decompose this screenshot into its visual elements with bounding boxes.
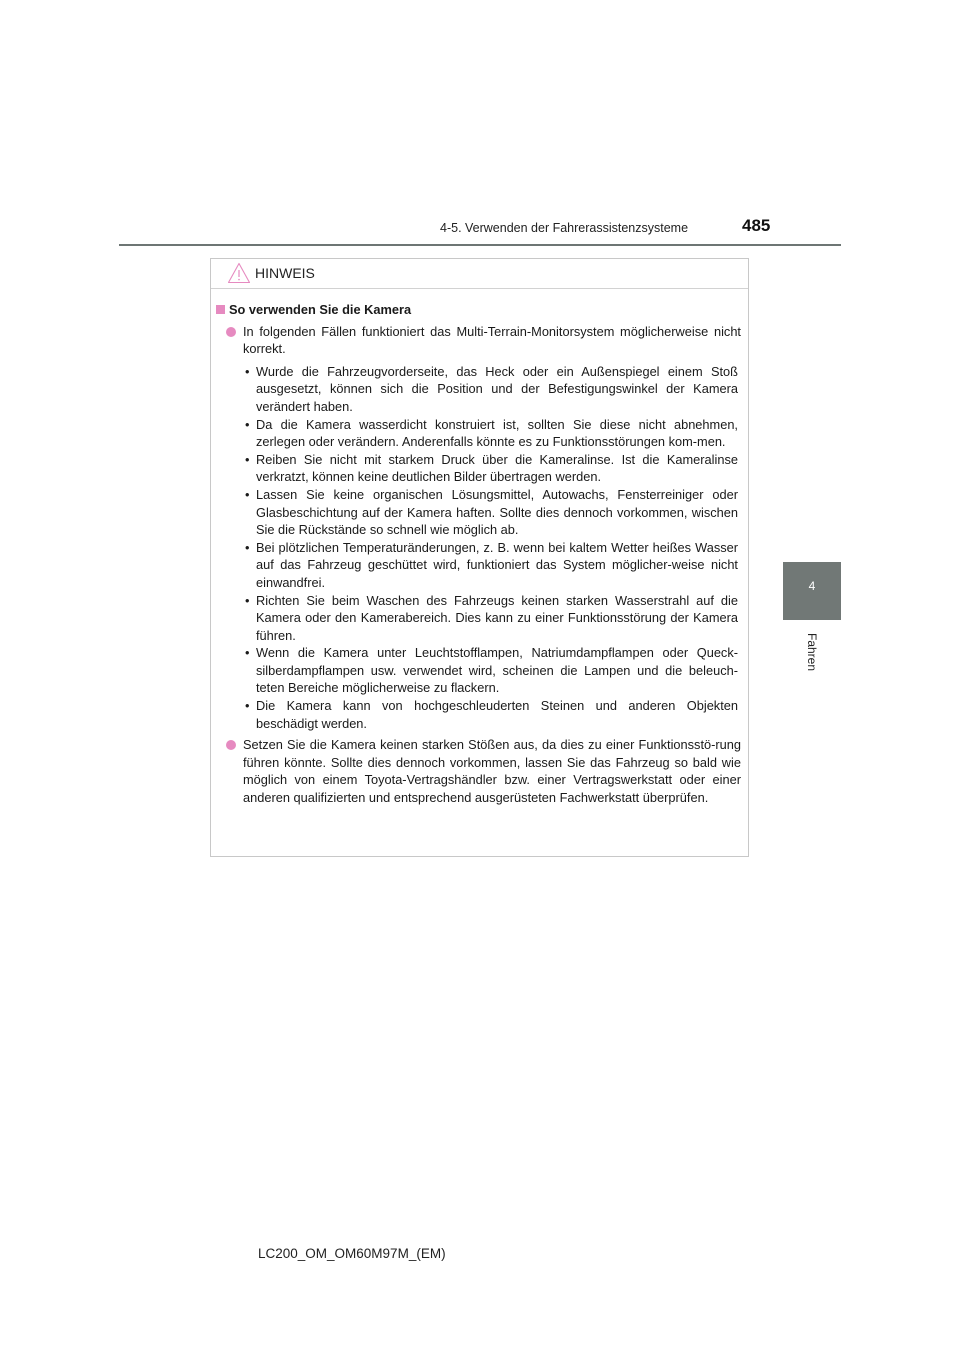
list-marker: • <box>245 451 250 467</box>
bullet-item <box>216 736 741 806</box>
chapter-label: Fahren <box>805 632 819 672</box>
notice-box <box>210 258 749 857</box>
sub-list-text: Lassen Sie keine organischen Lösungsmittel, Autowachs, Fensterreiniger oder Glasbeschichtung auf der Kamera haften. Sollte dies dennoch vorkommen, wischen Sie die Rückstände so schnell wie möglich ab. <box>256 486 738 538</box>
sub-list-item <box>216 363 741 416</box>
list-marker: • <box>245 592 250 608</box>
notice-title: HINWEIS <box>255 265 315 281</box>
header-divider <box>119 244 841 246</box>
sub-list-item <box>216 697 741 732</box>
list-marker: • <box>245 486 250 502</box>
sub-list-item <box>216 416 741 451</box>
subheading <box>216 301 741 319</box>
circle-bullet-icon <box>226 740 236 750</box>
list-marker: • <box>245 363 250 379</box>
notice-body <box>211 288 748 807</box>
square-bullet-icon <box>216 305 225 314</box>
sub-list-text: Reiben Sie nicht mit starkem Druck über die Kameralinse. Ist die Kameralinse verkratzt, können keine deutlichen Bilder übertragen werden. <box>256 451 738 485</box>
sub-list-text: Wurde die Fahrzeugvorderseite, das Heck oder ein Außenspiegel einem Stoß ausgesetzt, können sich die Position und der Befestigungswinkel der Kamera verändert haben. <box>256 363 738 414</box>
sub-list <box>216 363 741 732</box>
page-number: 485 <box>742 216 771 235</box>
list-marker: • <box>245 539 250 555</box>
bullet-text: Setzen Sie die Kamera keinen starken Stößen aus, da dies zu einer Funktionsstö-rung führen könnte. Sollte dies dennoch vorkommen, lassen Sie das Fahrzeug so bald wie möglich von einem Toyota-Vertragshändler bzw. einer Vertragswerkstatt oder einer anderen qualifizierten und entsprechend ausgerüsteten Fachwerkstatt überprüfen. <box>243 737 741 806</box>
chapter-tab <box>783 562 841 620</box>
sub-list-item <box>216 539 741 592</box>
notice-header <box>211 259 748 289</box>
bullet-item <box>216 323 741 358</box>
sub-list-text: Da die Kamera wasserdicht konstruiert ist, sollten Sie diese nicht abnehmen, zerlegen oder verändern. Anderenfalls könnte es zu Funktionsstörungen kom-men. <box>256 416 738 450</box>
sub-list-text: Die Kamera kann von hochgeschleuderten Steinen und anderen Objekten beschädigt werden. <box>256 698 738 731</box>
sub-list-item <box>216 451 741 486</box>
list-marker: • <box>245 645 250 661</box>
chapter-number: 4 <box>808 579 816 593</box>
sub-list-text: Bei plötzlichen Temperaturänderungen, z. B. wenn bei kaltem Wetter heißes Wasser auf das Fahrzeug geschüttet wird, funktioniert das System möglicher-weise nicht einwandfrei. <box>256 539 738 590</box>
list-marker: • <box>245 698 250 714</box>
section-title: 4-5. Verwenden der Fahrerassistenzsysteme <box>440 221 689 235</box>
subheading-text: So verwenden Sie die Kamera <box>229 302 412 317</box>
sub-list-item <box>216 644 741 697</box>
sub-list-text: Richten Sie beim Waschen des Fahrzeugs keinen starken Wasserstrahl auf die Kamera oder den Kamerabereich. Dies kann zu einer Funktionsstörung der Kamera führen. <box>256 592 738 643</box>
bullet-text: In folgenden Fällen funktioniert das Multi-Terrain-Monitorsystem möglicherweise nicht korrekt. <box>243 323 741 357</box>
warning-triangle-icon <box>227 262 251 284</box>
sub-list-text: Wenn die Kamera unter Leuchtstofflampen, Natriumdampflampen oder Queck-silberdampflampen usw. verwendet wird, scheinen die Lampen und die beleuch-teten Bereiche möglicherweise zu flackern. <box>256 645 738 696</box>
circle-bullet-icon <box>226 327 236 337</box>
sub-list-item <box>216 486 741 539</box>
sub-list-item <box>216 592 741 645</box>
document-code: LC200_OM_OM60M97M_(EM) <box>258 1246 446 1261</box>
list-marker: • <box>245 416 250 432</box>
